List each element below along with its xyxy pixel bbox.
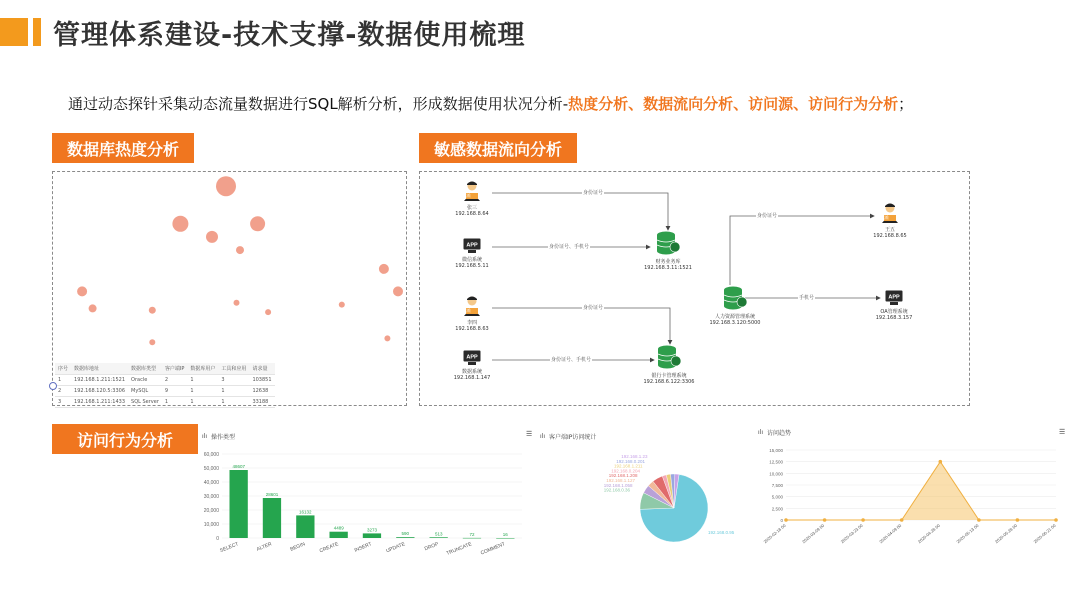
page-title: 管理体系建设-技术支撑-数据使用梳理 [53,19,526,51]
node-renli-db[interactable] [700,285,770,327]
y-tick-label: 40,000 [203,480,219,486]
heat-col-header: 数据库类型 [128,363,162,375]
database-icon [655,230,681,256]
data-label: 513 [434,531,443,537]
x-tick-label: 2020-05-13 00 [955,522,980,545]
x-tick-label: 2020-03-09 00 [801,522,826,545]
intro-prefix: 通过动态探针采集动态流量数据进行SQL解析分析，形成数据使用状况分析- [68,95,569,113]
table-cell: 192.168.1.211:1433 [71,397,128,408]
x-tick-label: 2020-04-28 00 [916,522,941,545]
heat-bubble [234,300,240,306]
data-point [861,518,865,522]
pie-label: 192.168.0.201 [616,458,645,464]
heat-bubble [206,231,218,243]
heat-bubble [149,307,156,314]
node-yinhang-db[interactable] [636,344,702,386]
table-cell: 1 [162,397,188,408]
tag-heat-analysis: 数据库热度分析 [52,133,194,163]
trend-area-chart [756,440,1066,580]
bar [363,533,381,538]
scroll-handle[interactable] [49,382,57,390]
data-point [784,518,788,522]
edge-label-6: 手机号 [799,295,815,301]
heat-col-header: 工具和应用 [218,363,249,375]
y-tick-label: 7,500 [771,483,783,488]
edge-renli-wangwu [730,216,874,285]
pie-label: 192.168.1.23 [621,454,648,459]
data-label: 72 [469,531,475,537]
pie-chart-title-text: 客户端IP访问统计 [549,434,597,441]
table-cell: 1 [218,397,249,408]
menu-icon[interactable]: ☰ [526,430,533,438]
table-cell: 9 [162,386,188,397]
bar-chart-icon: ılı [540,433,546,440]
edge-zhangsan-caiwu [492,193,668,230]
table-row[interactable] [55,375,275,386]
heat-col-header: 客户端IP [162,363,188,375]
pie-label: 192.168.0.95 [708,530,735,535]
table-row[interactable] [55,397,275,408]
ip-pie-chart [566,450,766,560]
operator-person-icon [879,202,901,224]
x-tick-label: 2020-04-09 00 [878,522,903,545]
table-cell: 192.168.120.5:3306 [71,386,128,397]
x-tick-label: COMMENT [479,541,507,557]
y-tick-label: 0 [780,518,783,523]
heat-bubble [339,302,345,308]
table-cell: SQL Server [128,397,162,408]
x-tick-label: 2020-02-18 00 [762,522,787,545]
bar [463,538,481,539]
x-tick-label: SELECT [219,541,240,555]
edge-label-2: 身份证号、手机号 [549,244,590,250]
bar [430,537,448,538]
node-name: 张三 [466,204,477,211]
data-point [900,518,904,522]
node-name: 数据系统 [461,368,482,375]
node-ip: 192.168.8.65 [873,233,907,239]
heat-col-header: 序号 [55,363,71,375]
data-label: 16 [502,532,508,537]
table-cell: 12638 [249,386,274,397]
database-icon [656,344,682,370]
node-ip: 192.168.3.11:1521 [644,265,692,271]
operator-person-icon [461,180,483,202]
y-tick-label: 30,000 [203,494,219,500]
y-tick-label: 12,500 [769,459,783,465]
header-accent-block [0,18,28,46]
tag-flow-analysis: 敏感数据流向分析 [419,133,577,163]
heat-bubble [172,216,188,232]
trend-chart-title-text: 访问趋势 [767,430,792,437]
y-tick-label: 10,000 [203,522,219,528]
node-lisi[interactable] [450,295,494,333]
node-oa[interactable] [872,290,916,322]
table-cell: 1 [187,375,218,386]
intro-suffix: ； [898,95,914,113]
trend-chart-title [758,428,791,437]
data-label: 590 [401,531,410,537]
x-tick-label: BEGIN [289,541,307,553]
edge-label-1: 身份证号 [583,190,604,196]
node-name: 李四 [466,319,477,326]
operator-person-icon [461,295,483,317]
x-tick-label: INSERT [353,541,373,554]
header-accent-bar [33,18,41,46]
pie-chart-title [540,432,596,441]
data-point [977,518,981,522]
data-label: 28601 [265,492,279,497]
table-cell: 1 [187,386,218,397]
y-tick-label: 2,500 [771,506,783,512]
table-cell: 192.168.1.211:1521 [71,375,128,386]
intro-text [68,93,913,114]
y-tick-label: 20,000 [203,508,219,514]
data-point [1016,518,1020,522]
edge-label-5: 身份证号 [757,213,778,219]
y-tick-label: 0 [216,536,219,542]
node-weixin[interactable] [450,238,494,270]
x-tick-label: DROP [423,541,440,553]
node-ip: 192.168.3.120:5000 [709,320,761,326]
data-label: 4489 [333,525,344,531]
bar [396,537,414,538]
bar [330,532,348,538]
node-ip: 192.168.8.64 [455,211,489,217]
x-tick-label: ALTER [255,541,273,553]
node-ip: 192.168.1.147 [453,375,491,381]
table-cell: 3 [218,375,249,386]
pie-label: 192.168.1.127 [606,478,635,483]
y-tick-label: 15,000 [769,448,783,453]
heat-col-header: 数据库地址 [71,363,128,375]
heat-bubble [379,264,389,274]
edge-label-3: 身份证号 [583,305,604,311]
pie-label: 192.168.0.204 [611,468,640,474]
heat-table-body [55,375,275,408]
x-tick-label: 2020-03-23 00 [839,522,864,545]
app-icon [463,238,481,254]
op-chart-title-text: 操作类型 [211,434,236,441]
table-cell: 2 [55,386,71,397]
table-row[interactable] [55,386,275,397]
data-point [1054,518,1058,522]
bar [496,538,514,539]
heat-col-header: 请求量 [249,363,274,375]
table-cell: 1 [218,386,249,397]
heat-bubble [384,335,390,341]
op-bar-chart [192,446,532,576]
heat-table-header [55,363,275,375]
y-tick-label: 60,000 [203,452,219,458]
node-name: 人力资源管理系统 [714,313,755,320]
table-cell: Oracle [128,375,162,386]
table-cell: 2 [162,375,188,386]
app-icon [885,290,903,306]
y-tick-label: 10,000 [769,471,783,477]
node-wangwu[interactable] [868,202,912,240]
node-name: OA管理系统 [880,308,908,315]
node-name: 银行卡管理系统 [651,372,687,379]
role-label: 运维 [881,215,889,220]
bar [230,470,248,538]
node-shuju[interactable] [450,350,494,382]
table-cell: 1 [187,397,218,408]
node-caiwu-db[interactable] [638,230,698,272]
x-tick-label: TRUNCATE [445,541,473,557]
table-cell: 3 [55,397,71,408]
bar-chart-icon: ılı [758,429,764,436]
heat-panel [52,171,407,406]
table-cell: 1 [55,375,71,386]
heat-bubble [265,309,271,315]
data-point [823,518,827,522]
intro-highlight: 热度分析、数据流向分析、访问源、访问行为分析 [568,95,899,113]
node-name: 微信系统 [461,256,482,263]
pie-label: 192.168.1.208 [608,473,638,479]
bar-chart-icon: ılı [202,433,208,440]
heat-bubble [77,286,87,296]
table-cell: 103851 [249,375,274,386]
x-tick-label: CREATE [318,541,340,555]
data-point [939,460,943,464]
pie-label: 192.168.0.36 [603,487,630,493]
y-tick-label: 50,000 [203,466,219,472]
app-badge: APP [466,354,478,361]
role-label: 运维 [463,308,471,313]
bar [263,498,281,538]
menu-icon[interactable]: ☰ [1059,428,1066,436]
data-label: 48607 [232,464,245,469]
flow-panel [419,171,970,406]
app-badge: APP [466,242,478,249]
op-chart-title [202,432,235,441]
heat-bubble [250,216,265,231]
node-zhangsan[interactable] [450,180,494,218]
x-tick-label: 2020-05-28 00 [993,522,1019,545]
database-icon [722,285,748,311]
data-label: 16132 [299,509,312,515]
bar [296,515,314,538]
y-tick-label: 5,000 [771,494,783,500]
heat-bubble [236,246,244,254]
pie-label: 192.168.1.211 [614,463,643,469]
table-cell: MySQL [128,386,162,397]
heat-bubble [149,339,155,345]
data-label: 3273 [366,527,378,533]
role-label: 运维 [463,193,471,198]
heat-bubble [393,286,403,296]
edge-label-4: 身份证号、手机号 [551,357,592,363]
edge-lisi-yinhang [492,308,670,344]
node-ip: 192.168.6.122:3306 [643,379,695,385]
header [0,16,526,51]
node-ip: 192.168.3.157 [875,315,913,321]
heat-table [55,363,275,408]
heat-bubble-chart [54,173,405,361]
node-name: 王五 [884,226,895,233]
heat-bubble [216,176,236,196]
table-cell: 33188 [249,397,274,408]
node-ip: 192.168.5.11 [455,263,489,269]
x-tick-label: 2020-06-21 00 [1032,522,1057,545]
app-icon [463,350,481,366]
node-name: 财务业务库 [655,258,681,265]
heat-bubble [89,304,97,312]
app-badge: APP [888,294,900,301]
heat-col-header: 数据库用户 [187,363,218,375]
x-tick-label: UPDATE [385,541,407,555]
node-ip: 192.168.8.63 [455,326,489,332]
pie-label: 192.168.1.058 [603,482,633,488]
tag-behavior-analysis: 访问行为分析 [52,424,198,454]
